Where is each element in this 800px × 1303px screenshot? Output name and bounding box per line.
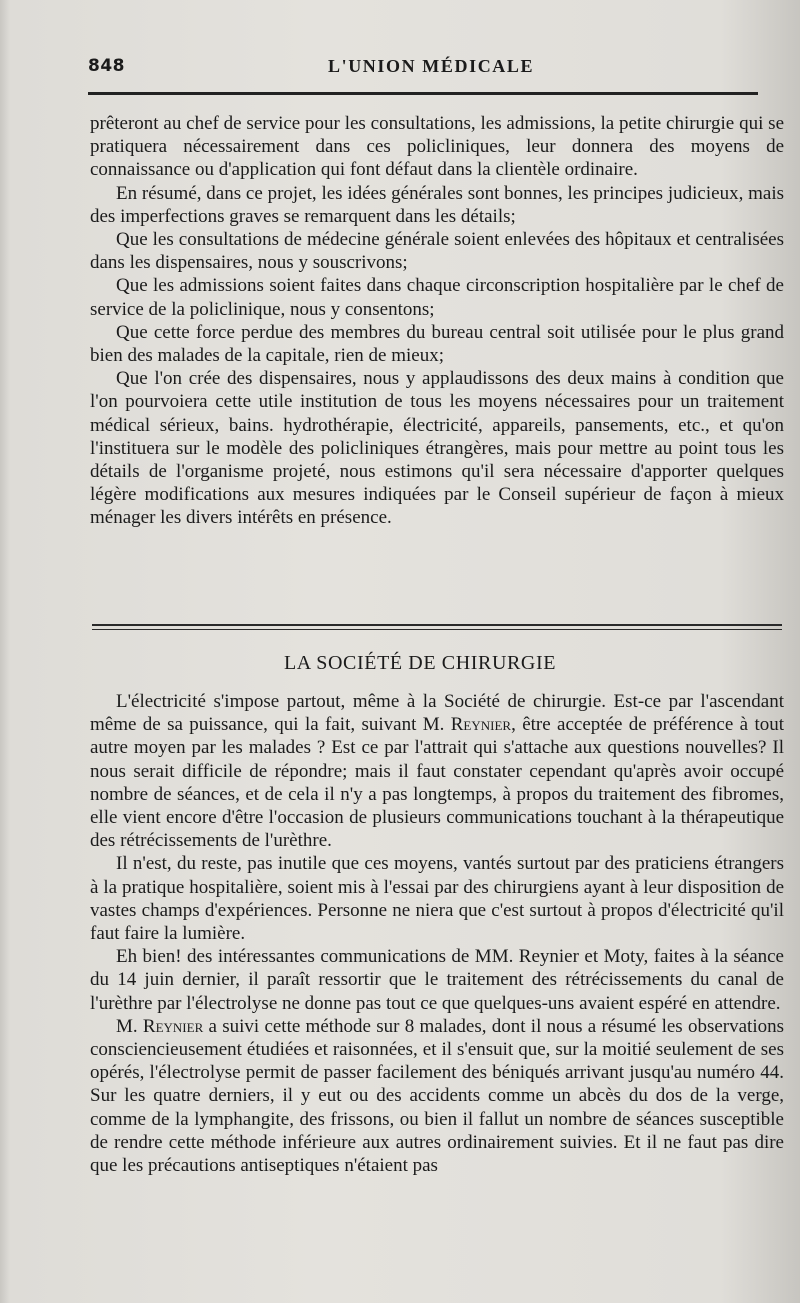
section-text-block	[90, 690, 784, 1177]
section-divider	[92, 624, 782, 626]
paragraph: Que cette force perdue des membres du bureau central soit utilisée pour le plus grand bien des malades de la capitale, rien de mieux;	[90, 321, 784, 367]
paragraph: Il n'est, du reste, pas inutile que ces moyens, vantés surtout par des praticiens étrangers à la pratique hospitalière, soient mis à l'essai par des chirurgiens ayant à leur disposition de vastes champs d'expériences. Personne ne niera que c'est surtout à propos d'électricité qu'il faut faire la lumière.	[90, 853, 784, 945]
paragraph	[90, 690, 784, 852]
section-divider-thin	[92, 629, 782, 630]
text-run: L'électricité s'impose partout, même à la Société de chirurgie. Est-ce par l'ascendant même de sa puissance, qui la fait, suivant M.	[90, 691, 784, 736]
section-title: LA SOCIÉTÉ DE CHIRURGIE	[283, 652, 557, 674]
paragraph: prêteront au chef de service pour les consultations, les admissions, la petite chirurgie qui se pratiquera nécessairement dans ces policliniques, leur donnera des moyens de connaissance ou d'application qui font défaut dans la clientèle ordinaire.	[90, 113, 784, 181]
text-run: , être acceptée de préférence à tout autre moyen par les malades ? Est ce par l'attrait qui s'attache aux questions nouvelles? Il nous serait difficile de répondre; mais il faut constater cependant qu'après avoir occupé nombre de séances, et de cela il n'y a pas longtemps, à propos du traitement des fibromes, elle vient encore d'être l'occasion de plusieurs communications touchant à la thérapeutique des rétrécissements de l'urèthre.	[90, 714, 785, 852]
page-header	[88, 56, 760, 86]
paragraph: Que l'on crée des dispensaires, nous y applaudissons des deux mains à condition que l'on pourvoiera cette utile institution de tous les moyens nécessaires pour un traitement médical sérieux, bains. hydrothérapie, électricité, appareils, pansements, etc., et qu'on l'instituera sur le modèle des policliniques étrangères, mais pour mettre au point tous les détails de l'organisme projeté, nous estimons qu'il sera nécessaire d'apporter quelques légère modifications aux mesures indiquées par le Conseil supérieur de façon à mieux ménager les divers intérêts en présence.	[90, 368, 784, 529]
header-rule	[88, 92, 758, 95]
paragraph: Que les admissions soient faites dans chaque circonscription hospitalière par le chef de service de la policlinique, nous y consentons;	[90, 275, 784, 320]
intro-text-block	[90, 112, 784, 530]
text-run: M.	[116, 1015, 138, 1037]
paragraph: En résumé, dans ce projet, les idées générales sont bonnes, les principes judicieux, mais des imperfections graves se remarquent dans les détails;	[90, 182, 784, 227]
paragraph: Eh bien! des intéressantes communications de MM. Reynier et Moty, faites à la séance du 14 juin dernier, il paraît ressortir que le traitement des rétrécissements du canal de l'urèthre par l'électrolyse ne donne pas tout ce que quelques-uns avaient espéré en attendre.	[90, 946, 784, 1014]
paragraph	[90, 1015, 784, 1177]
author-name: Reynier	[142, 1015, 204, 1037]
author-name: Reynier	[450, 714, 512, 736]
text-run: a suivi cette méthode sur 8 malades, dont il nous a résumé les observations consciencieusement étudiées et raisonnées, et il s'ensuit que, sur la moitié seulement de ses opérés, l'électrolyse permit de passer facilement des béniqués arrivant jusqu'au numéro 44. Sur les quatre derniers, il y eut ou des accidents comme un abcès du dos de la verge, comme de la lymphangite, des frissons, ou bien il fallut un nombre de séances susceptible de rendre cette méthode inférieure aux autres ordinairement suivies. Et il ne faut pas dire que les précautions antiseptiques n'étaient pas	[90, 1015, 785, 1177]
running-title: L'UNION MÉDICALE	[328, 56, 535, 76]
paragraph: Que les consultations de médecine générale soient enlevées des hôpitaux et centralisées dans les dispensaires, nous y souscrivons;	[90, 229, 784, 274]
page-number: 848	[88, 56, 125, 76]
